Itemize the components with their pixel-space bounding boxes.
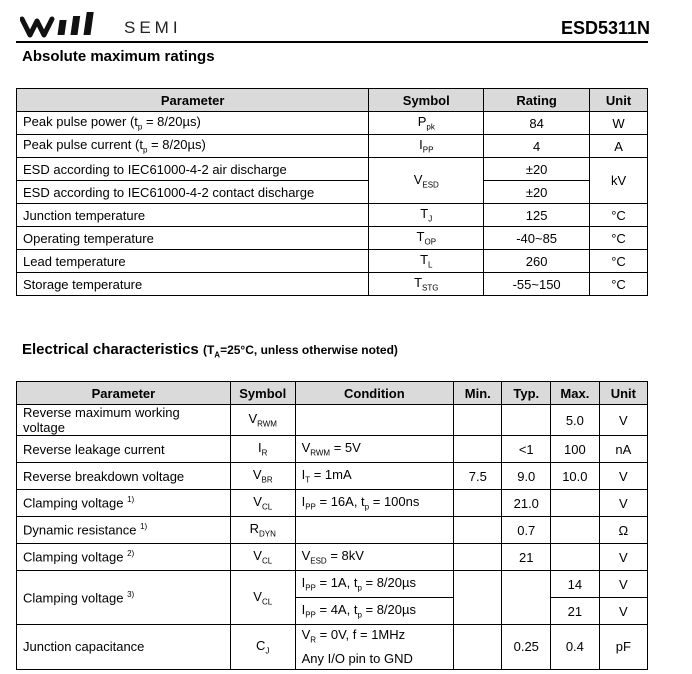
symbol-cell: $V_{ESD}$	[369, 158, 484, 204]
col-header: Parameter	[17, 89, 369, 112]
unit-cell: V	[599, 571, 647, 598]
col-header: Max.	[551, 382, 600, 405]
ec-section-condition: ($T_A=25^\circ C$, unless otherwise noted)	[202, 343, 398, 360]
typ-cell: 0.25	[502, 625, 551, 670]
unit-cell: V	[599, 463, 647, 490]
footnote-ref: 3)	[127, 589, 135, 599]
unit-cell: kV	[590, 158, 648, 204]
param-cell: Reverse maximum working voltage	[17, 405, 231, 436]
min-cell	[454, 517, 502, 544]
col-header: Symbol	[369, 89, 484, 112]
table-row	[17, 571, 648, 598]
unit-cell: pF	[599, 625, 647, 670]
amr-section-title: Absolute maximum ratings	[22, 48, 215, 65]
table-row	[17, 227, 648, 250]
min-cell: 7.5	[454, 463, 502, 490]
rating-cell: -40~85	[484, 227, 590, 250]
max-cell: 100	[551, 436, 600, 463]
param-cell: Reverse leakage current	[17, 436, 231, 463]
unit-cell: °C	[590, 227, 648, 250]
max-cell: 0.4	[551, 625, 600, 670]
min-cell	[454, 571, 502, 625]
unit-cell: °C	[590, 250, 648, 273]
param-cell: Clamping voltage $^{3)}$	[17, 571, 231, 625]
rating-cell: ±20	[484, 158, 590, 181]
max-cell	[551, 517, 600, 544]
table-header-row	[17, 382, 648, 405]
condition-cell: $I_{PP} = 4A$, $t_p = 8/20\mu s$	[295, 598, 454, 625]
page-header	[20, 10, 650, 42]
col-header: Min.	[454, 382, 502, 405]
symbol-cell: $I_{PP}$	[369, 135, 484, 158]
max-cell: 14	[551, 571, 600, 598]
min-cell	[454, 436, 502, 463]
condition-cell	[295, 405, 454, 436]
table-row	[17, 544, 648, 571]
symbol-cell: $I_R$	[230, 436, 295, 463]
condition-cell: $I_{PP} = 16A$, $t_p = 100ns$	[295, 490, 454, 517]
min-cell	[454, 544, 502, 571]
unit-cell: °C	[590, 204, 648, 227]
symbol-cell: $T_{OP}$	[369, 227, 484, 250]
param-cell: Dynamic resistance $^{1)}$	[17, 517, 231, 544]
part-number: ESD5311N	[560, 18, 650, 38]
ec-section-title: Electrical characteristics ($T_A=25^\circ C$, unless otherwise noted)	[22, 341, 398, 360]
table-row	[17, 517, 648, 544]
footnote-ref: 2)	[127, 549, 135, 559]
company-logo-icon	[20, 10, 116, 40]
typ-cell	[502, 571, 551, 625]
unit-cell: V	[599, 405, 647, 436]
symbol-cell: $T_{STG}$	[369, 273, 484, 296]
table-row	[17, 273, 648, 296]
param-cell: Clamping voltage $^{2)}$	[17, 544, 231, 571]
max-cell	[551, 544, 600, 571]
param-cell: Reverse breakdown voltage	[17, 463, 231, 490]
symbol-cell: $T_L$	[369, 250, 484, 273]
unit-cell: Ω	[599, 517, 647, 544]
header-divider	[16, 41, 648, 43]
table-row	[17, 250, 648, 273]
symbol-cell: $C_J$	[230, 625, 295, 670]
rating-cell: 84	[484, 112, 590, 135]
symbol-cell: $V_{CL}$	[230, 571, 295, 625]
col-header: Symbol	[230, 382, 295, 405]
typ-cell: 9.0	[502, 463, 551, 490]
condition-cell: $I_{PP} = 1A$, $t_p = 8/20\mu s$	[295, 571, 454, 598]
symbol-cell: $V_{BR}$	[230, 463, 295, 490]
symbol-cell: $V_{RWM}$	[230, 405, 295, 436]
unit-cell: V	[599, 490, 647, 517]
min-cell	[454, 490, 502, 517]
min-cell	[454, 625, 502, 670]
condition-cell: $V_{ESD} = 8kV$	[295, 544, 454, 571]
param-cell: Lead temperature	[17, 250, 369, 273]
rating-cell: 125	[484, 204, 590, 227]
table-row	[17, 436, 648, 463]
rating-cell: ±20	[484, 181, 590, 204]
param-cell: Peak pulse power $(t_p = 8/20\mu s)$	[17, 112, 369, 135]
unit-cell: °C	[590, 273, 648, 296]
absolute-maximum-ratings-table	[16, 88, 648, 296]
typ-cell: 21.0	[502, 490, 551, 517]
table-row	[17, 204, 648, 227]
max-cell	[551, 490, 600, 517]
table-header-row	[17, 89, 648, 112]
col-header: Condition	[295, 382, 454, 405]
col-header: Parameter	[17, 382, 231, 405]
unit-cell: V	[599, 598, 647, 625]
rating-cell: -55~150	[484, 273, 590, 296]
table-row	[17, 158, 648, 181]
min-cell	[454, 405, 502, 436]
param-cell: ESD according to IEC61000-4-2 air discharge	[17, 158, 369, 181]
max-cell: 21	[551, 598, 600, 625]
param-cell: Operating temperature	[17, 227, 369, 250]
table-row	[17, 181, 648, 204]
unit-cell: nA	[599, 436, 647, 463]
param-cell: ESD according to IEC61000-4-2 contact discharge	[17, 181, 369, 204]
table-row	[17, 135, 648, 158]
unit-cell: A	[590, 135, 648, 158]
typ-cell: 21	[502, 544, 551, 571]
max-cell: 5.0	[551, 405, 600, 436]
typ-cell	[502, 405, 551, 436]
typ-cell: <1	[502, 436, 551, 463]
max-cell: 10.0	[551, 463, 600, 490]
footnote-ref: 1)	[140, 522, 148, 532]
symbol-cell: $P_{pk}$	[369, 112, 484, 135]
param-cell: Junction capacitance	[17, 625, 231, 670]
condition-cell	[295, 517, 454, 544]
symbol-cell: $V_{CL}$	[230, 490, 295, 517]
unit-cell: W	[590, 112, 648, 135]
symbol-cell: $R_{DYN}$	[230, 517, 295, 544]
table-row	[17, 463, 648, 490]
param-cell: Storage temperature	[17, 273, 369, 296]
col-header: Unit	[590, 89, 648, 112]
symbol-cell: $T_J$	[369, 204, 484, 227]
condition-cell: $V_R = 0V$, f = 1MHz Any I/O pin to GND	[295, 625, 454, 670]
brand-name: SEMI	[124, 18, 182, 37]
col-header: Rating	[484, 89, 590, 112]
symbol-cell: $V_{CL}$	[230, 544, 295, 571]
table-row	[17, 405, 648, 436]
electrical-characteristics-table	[16, 381, 648, 670]
rating-cell: 4	[484, 135, 590, 158]
condition-cell: $I_T = 1mA$	[295, 463, 454, 490]
table-row	[17, 112, 648, 135]
footnote-ref: 1)	[127, 495, 135, 505]
param-cell: Peak pulse current $(t_p = 8/20\mu s)$	[17, 135, 369, 158]
table-row	[17, 490, 648, 517]
col-header: Unit	[599, 382, 647, 405]
param-cell: Clamping voltage $^{1)}$	[17, 490, 231, 517]
unit-cell: V	[599, 544, 647, 571]
table-row	[17, 625, 648, 670]
param-cell: Junction temperature	[17, 204, 369, 227]
rating-cell: 260	[484, 250, 590, 273]
typ-cell: 0.7	[502, 517, 551, 544]
col-header: Typ.	[502, 382, 551, 405]
condition-cell: $V_{RWM} = 5V$	[295, 436, 454, 463]
